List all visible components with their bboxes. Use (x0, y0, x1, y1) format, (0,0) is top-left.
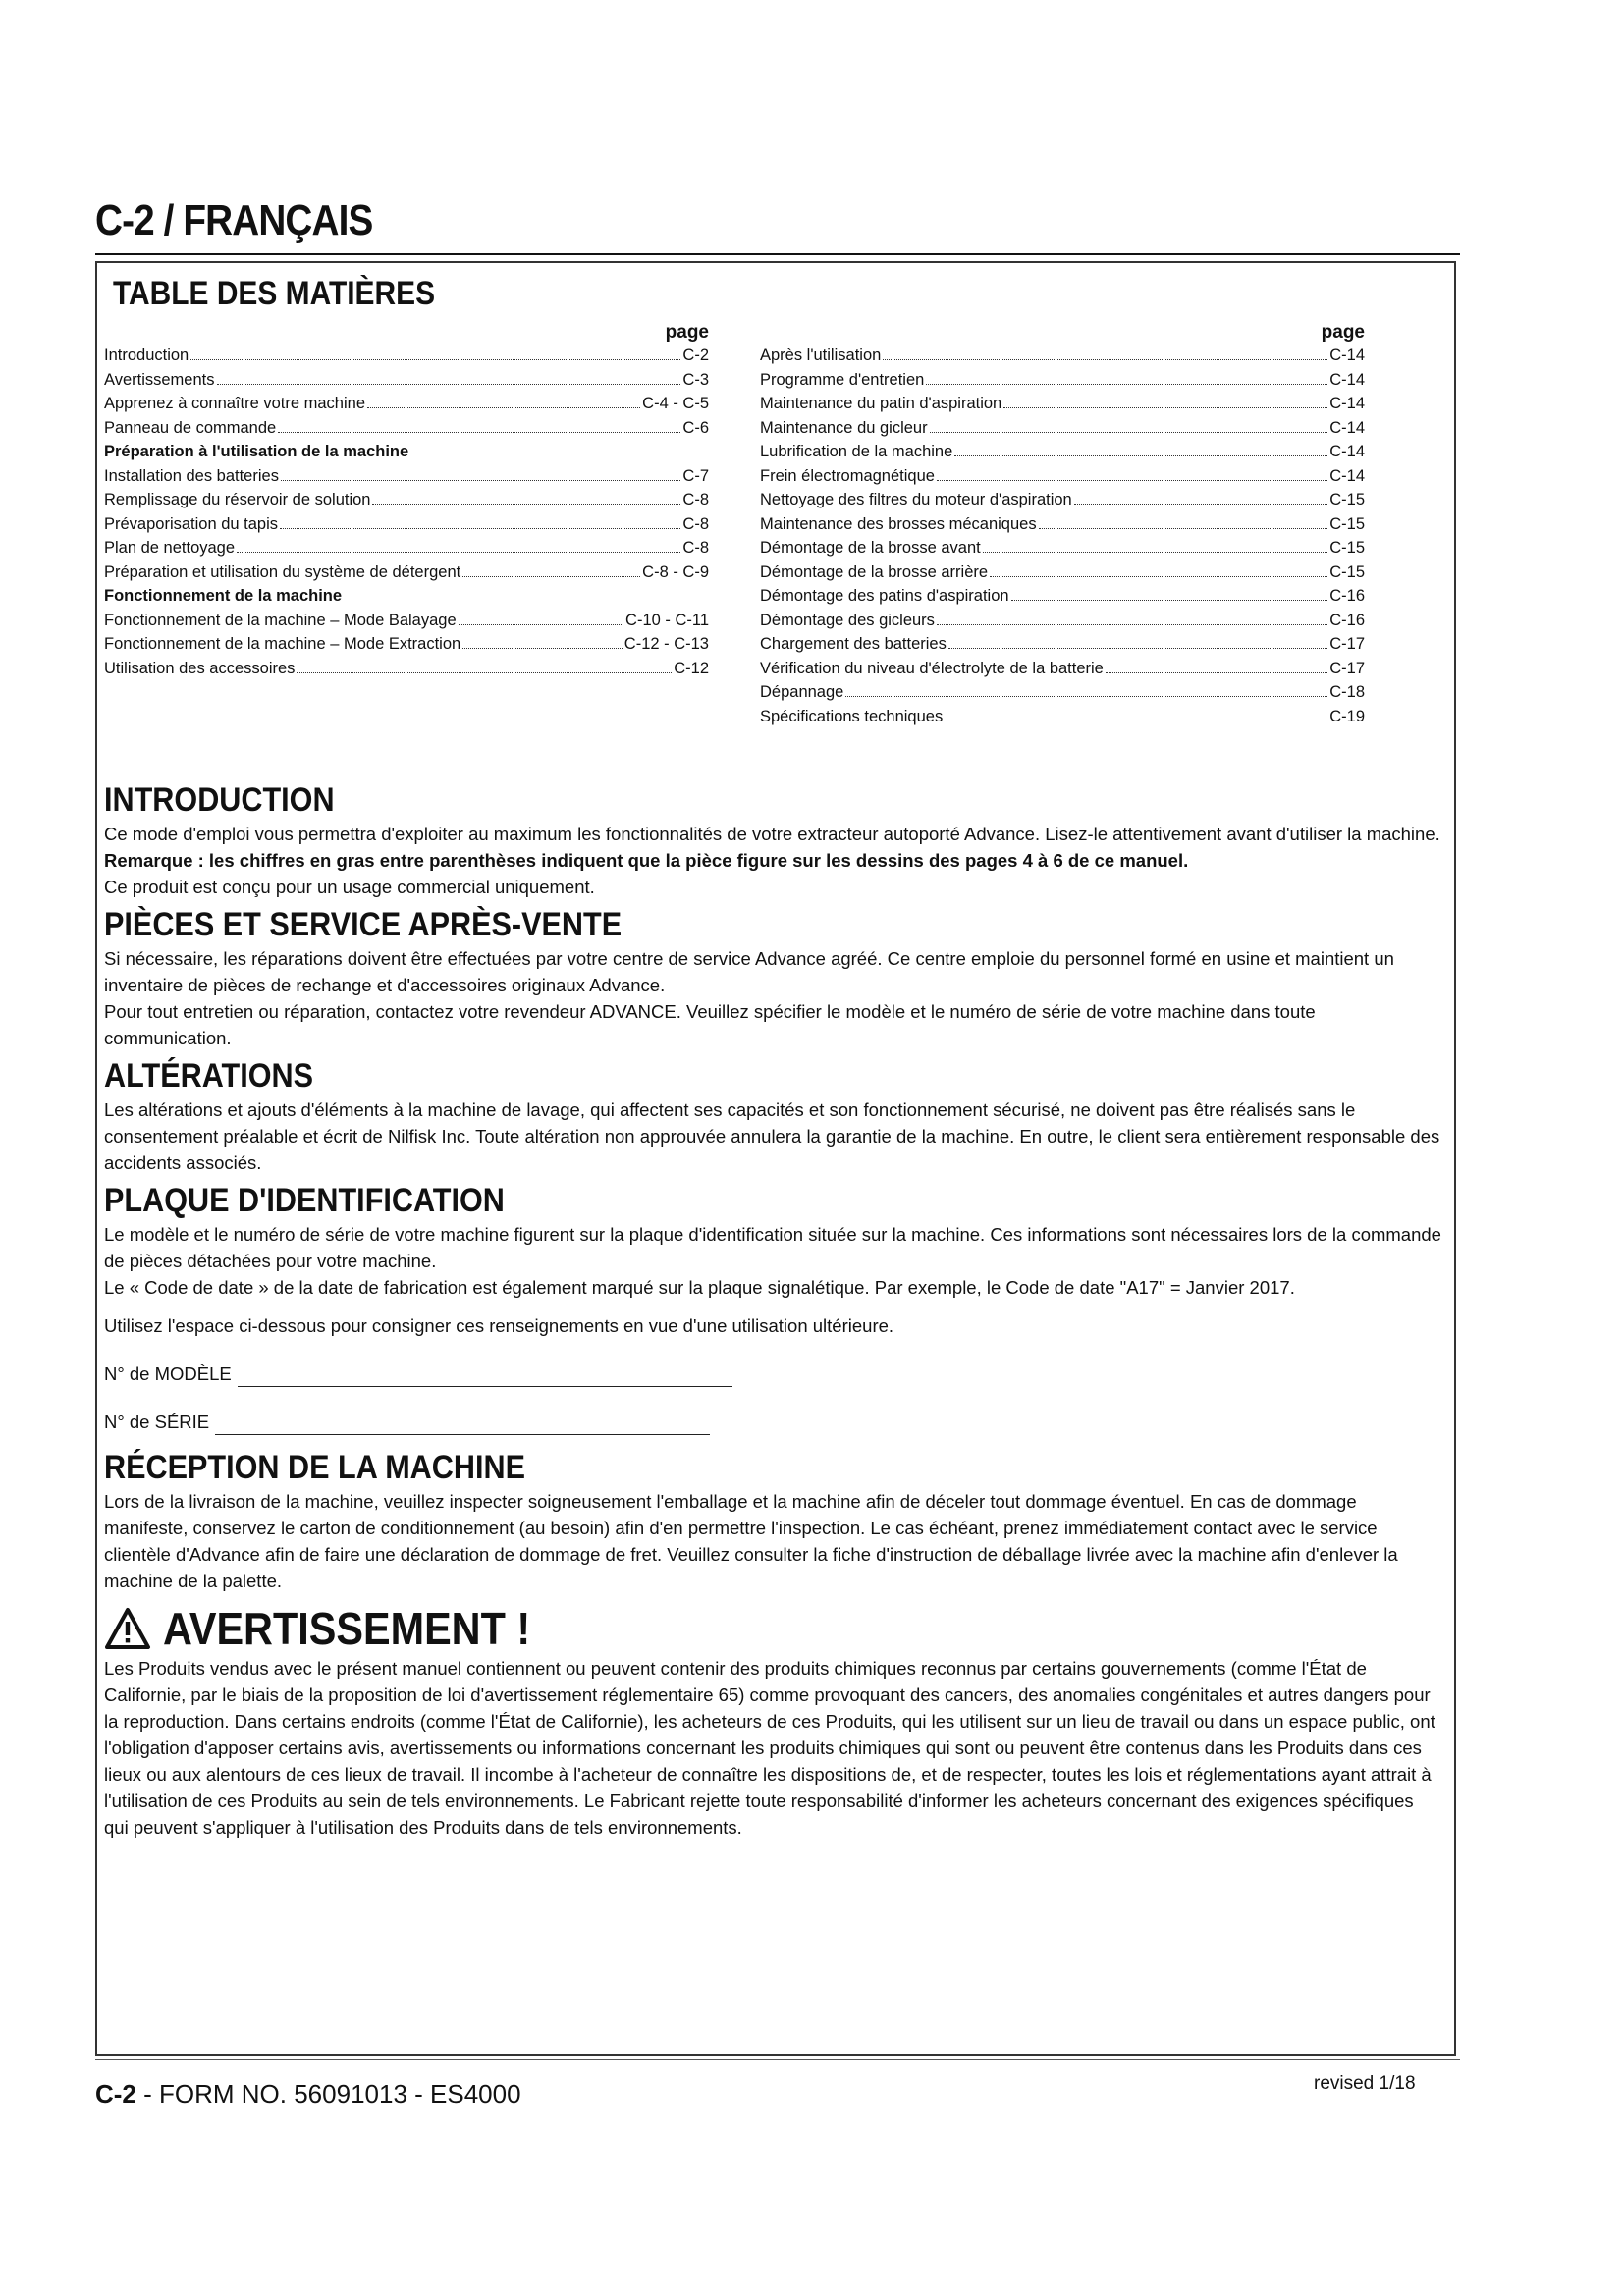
toc-entry-page: C-15 (1329, 539, 1365, 557)
toc-leader-dots (954, 454, 1327, 456)
toc-entry-label: Préparation et utilisation du système de détergent (104, 562, 461, 581)
toc-entry (760, 657, 1365, 681)
toc-entry-page: C-3 (682, 370, 709, 389)
model-number-blank (238, 1366, 732, 1387)
toc-leader-dots (1039, 527, 1328, 529)
toc-leader-dots (990, 575, 1327, 577)
toc-leader-dots (297, 671, 672, 673)
toc-leader-dots (1074, 503, 1327, 505)
toc-leader-dots (945, 720, 1327, 721)
model-number-label: N° de MODÈLE (104, 1363, 232, 1384)
toc-entry (760, 705, 1365, 729)
section-heading-pieces: PIÈCES ET SERVICE APRÈS-VENTE (104, 906, 623, 943)
toc-entry (104, 368, 709, 393)
toc-entry-label: Apprenez à connaître votre machine (104, 395, 365, 412)
toc-entry-label: Frein électromagnétique (760, 466, 935, 485)
toc-entry (104, 392, 709, 416)
page-header-title: C-2 / FRANÇAIS (95, 196, 373, 244)
toc-entry (760, 680, 1365, 705)
toc-entry-page: C-2 (682, 347, 709, 364)
toc-entry (760, 440, 1365, 464)
toc-entry-page: C-14 (1329, 395, 1365, 412)
toc-entry-label: Utilisation des accessoires (104, 659, 296, 677)
toc-entry-page: C-8 (682, 539, 709, 557)
warning-heading (104, 1604, 1441, 1653)
toc-entry-label: Dépannage (760, 683, 844, 701)
toc-entry-label: Démontage de la brosse avant (760, 539, 981, 557)
warning-paragraph: Les Produits vendus avec le présent manuel contiennent ou peuvent contenir des produits chimiques reconnus par certains gouvernements (comme l'État de Californie, par le biais de la proposition de loi d'avertissement réglementaire 65) comme provoquant des cancers, des anomalies congénitales et autres dangers pour la reproduction. Dans certains endroits (comme l'État de Californie), les acheteurs de ces Produits, qui les utilisent sur un lieu de travail ou dans un espace public, ont l'obligation d'apposer certains avis, avertissements ou informations concernant les produits chimiques qui sont ou peuvent être contenus dans les Produits dans ces lieux ou aux alentours de ces lieux de travail. Il incombe à l'acheteur de connaître les dispositions de, et de respecter, toutes les lois et réglementations ayant attrait à l'utilisation de ces Produits au sein de tels environnements. Le Fabricant rejette toute responsabilité d'informer les acheteurs concernant des exigences spécifiques qui peuvent s'appliquer à l'utilisation des Produits dans de tels environnements. (104, 1658, 1435, 1838)
toc-entry-page: C-19 (1329, 707, 1365, 725)
toc-entry (760, 344, 1365, 368)
section-heading-introduction: INTRODUCTION (104, 781, 335, 819)
toc-leader-dots (462, 575, 640, 577)
toc-entry-page: C-15 (1329, 491, 1365, 508)
toc-entry (104, 416, 709, 441)
toc-entry-page: C-6 (682, 418, 709, 437)
toc-entry-page: C-8 - C-9 (642, 562, 709, 581)
toc-entry-label: Maintenance des brosses mécaniques (760, 514, 1037, 533)
section-heading-alterations: ALTÉRATIONS (104, 1057, 314, 1095)
toc-entry-page: C-10 - C-11 (625, 611, 709, 629)
toc-entry (104, 657, 709, 681)
toc-entry-label: Démontage de la brosse arrière (760, 562, 989, 581)
toc-leader-dots (930, 431, 1328, 433)
toc-entry (760, 512, 1365, 537)
toc-entry-page: C-7 (682, 466, 709, 485)
toc-entry (760, 464, 1365, 489)
plaque-paragraph-1: Le modèle et le numéro de série de votre machine figurent sur la plaque d'identification située sur la machine. Ces informations sont nécessaires lors de la commande de pièces détachées pour votre machine. (104, 1224, 1441, 1271)
toc-entry-page: C-17 (1329, 635, 1365, 653)
toc-entry (104, 561, 709, 585)
toc-entry-label: Maintenance du patin d'aspiration (760, 395, 1002, 412)
toc-title: TABLE DES MATIÈRES (113, 275, 436, 312)
toc-page-label: page (665, 322, 709, 343)
toc-leader-dots (1011, 599, 1328, 601)
intro-note: Remarque : les chiffres en gras entre parenthèses indiquent que la pièce figure sur les dessins des pages 4 à 6 de ce manuel. (104, 850, 1189, 871)
toc-entry-label: Programme d'entretien (760, 370, 925, 389)
toc-entry-label: Après l'utilisation (760, 347, 882, 364)
toc-column-right (760, 322, 1365, 728)
toc-entry-page: C-16 (1329, 611, 1365, 629)
toc-entry-page: C-15 (1329, 562, 1365, 581)
toc-entry (760, 536, 1365, 561)
toc-entry (760, 609, 1365, 633)
toc-entry-label: Maintenance du gicleur (760, 418, 928, 437)
toc-leader-dots (367, 406, 640, 408)
toc-entry (104, 464, 709, 489)
toc-entry-label: Démontage des gicleurs (760, 611, 935, 629)
toc-leader-dots (459, 623, 623, 625)
pieces-paragraph-1: Si nécessaire, les réparations doivent être effectuées par votre centre de service Advance agréé. Ce centre emploie du personnel formé en usine et maintient un inventaire de pièces de rechange et d'accessoires originaux Advance. (104, 948, 1394, 995)
toc-entry-page: C-17 (1329, 659, 1365, 677)
toc-leader-dots (462, 647, 623, 649)
toc-entry (104, 344, 709, 368)
toc-entry-label: Panneau de commande (104, 418, 277, 437)
toc-entry-page: C-16 (1329, 587, 1365, 605)
toc-entry-page: C-14 (1329, 443, 1365, 460)
pieces-paragraph-2: Pour tout entretien ou réparation, contactez votre revendeur ADVANCE. Veuillez spécifier le modèle et le numéro de série de votre machine dans toute communication. (104, 1001, 1316, 1048)
toc-entry (104, 609, 709, 633)
serial-number-blank (215, 1415, 710, 1435)
toc-entry (760, 488, 1365, 512)
toc-leader-dots (281, 479, 680, 481)
toc-leader-dots (278, 431, 680, 433)
toc-entry-label: Fonctionnement de la machine – Mode Extraction (104, 635, 461, 653)
toc-leader-dots (217, 383, 681, 385)
intro-usage: Ce produit est conçu pour un usage commercial uniquement. (104, 877, 595, 897)
toc-entry-label: Lubrification de la machine (760, 443, 953, 460)
toc-entry (104, 632, 709, 657)
warning-heading-text: AVERTISSEMENT ! (163, 1603, 531, 1654)
footer-revision: revised 1/18 (1314, 2073, 1416, 2094)
footer-form-text: - FORM NO. 56091013 - ES4000 (135, 2079, 521, 2109)
intro-paragraph: Ce mode d'emploi vous permettra d'exploiter au maximum les fonctionnalités de votre extracteur autoporté Advance. Lisez-le attentivement avant d'utiliser la machine. (104, 824, 1440, 844)
toc-entry-page: C-8 (682, 491, 709, 508)
footer-divider (95, 2059, 1460, 2060)
toc-leader-dots (983, 551, 1328, 553)
toc-entry-page: C-18 (1329, 683, 1365, 701)
toc-entry (104, 512, 709, 537)
toc-leader-dots (883, 358, 1327, 360)
toc-entry-label: Vérification du niveau d'électrolyte de la batterie (760, 659, 1104, 677)
toc-subheading: Préparation à l'utilisation de la machine (104, 443, 409, 460)
toc-entry (760, 632, 1365, 657)
serial-number-field (104, 1409, 1441, 1435)
toc-entry-page: C-12 (674, 659, 709, 677)
toc-entry-page: C-14 (1329, 370, 1365, 389)
toc-leader-dots (948, 647, 1327, 649)
toc-entry-page: C-12 - C-13 (623, 635, 709, 653)
toc-entry (104, 536, 709, 561)
main-content (104, 775, 1441, 1841)
toc-entry-label: Fonctionnement de la machine – Mode Balayage (104, 611, 457, 629)
reception-paragraph: Lors de la livraison de la machine, veuillez inspecter soigneusement l'emballage et la machine afin de déceler tout dommage éventuel. En cas de dommage manifeste, conservez le carton de conditionnement (au besoin) afin d'en permettre l'inspection. Le cas échéant, prenez immédiatement contact avec le service clientèle d'Advance afin de faire une déclaration de dommage de fret. Veuillez consulter la fiche d'instruction de déballage livrée avec la machine afin d'enlever la machine de la palette. (104, 1491, 1398, 1591)
toc-entry-page: C-8 (682, 514, 709, 533)
toc-leader-dots (237, 551, 680, 553)
serial-number-label: N° de SÉRIE (104, 1412, 210, 1432)
toc-leader-dots (926, 383, 1327, 385)
footer-page-number: C-2 (95, 2079, 136, 2109)
toc-entry (760, 584, 1365, 609)
toc-entry (760, 561, 1365, 585)
toc-entry-label: Chargement des batteries (760, 635, 947, 653)
toc-leader-dots (937, 479, 1327, 481)
toc-entry-page: C-4 - C-5 (642, 395, 709, 412)
model-number-field (104, 1361, 1441, 1387)
toc-leader-dots (1003, 406, 1327, 408)
toc-entry-page: C-15 (1329, 514, 1365, 533)
toc-entry-label: Remplissage du réservoir de solution (104, 491, 371, 508)
toc-leader-dots (937, 623, 1327, 625)
toc-entry-page: C-14 (1329, 466, 1365, 485)
toc-entry-label: Plan de nettoyage (104, 539, 236, 557)
toc-leader-dots (190, 358, 680, 360)
toc-entry-label: Nettoyage des filtres du moteur d'aspiration (760, 491, 1072, 508)
footer-form-number (95, 2079, 521, 2109)
warning-triangle-icon (104, 1607, 151, 1650)
header-divider (95, 253, 1460, 255)
toc-entry-label: Avertissements (104, 370, 215, 389)
toc-entry (760, 392, 1365, 416)
plaque-paragraph-3: Utilisez l'espace ci-dessous pour consigner ces renseignements en vue d'une utilisation ultérieure. (104, 1315, 894, 1336)
toc-page-label: page (1321, 322, 1365, 343)
toc-entry-label: Prévaporisation du tapis (104, 514, 279, 533)
section-heading-plaque: PLAQUE D'IDENTIFICATION (104, 1182, 505, 1219)
toc-subheading: Fonctionnement de la machine (104, 587, 343, 605)
toc-entry-page: C-14 (1329, 347, 1365, 364)
toc-leader-dots (280, 527, 680, 529)
alterations-paragraph: Les altérations et ajouts d'éléments à la machine de lavage, qui affectent ses capacités et son fonctionnement sécurisé, ne doivent pas être réalisés sans le consentement préalable et écrit de Nilfisk Inc. Toute altération non approuvée annulera la garantie de la machine. En outre, le client sera entièrement responsable des accidents associés. (104, 1099, 1440, 1173)
toc-entry-label: Spécifications techniques (760, 707, 944, 725)
toc-entry (104, 488, 709, 512)
toc-column-left (104, 322, 709, 680)
toc-leader-dots (1106, 671, 1327, 673)
toc-leader-dots (845, 695, 1327, 697)
toc-entry-page: C-14 (1329, 418, 1365, 437)
toc-entry (760, 416, 1365, 441)
section-heading-reception: RÉCEPTION DE LA MACHINE (104, 1449, 525, 1486)
toc-entry-label: Introduction (104, 347, 189, 364)
toc-entry-label: Installation des batteries (104, 466, 279, 485)
toc-leader-dots (372, 503, 680, 505)
toc-entry (760, 368, 1365, 393)
toc-entry-label: Démontage des patins d'aspiration (760, 587, 1009, 605)
plaque-paragraph-2: Le « Code de date » de la date de fabrication est également marqué sur la plaque signalétique. Par exemple, le Code de date "A17" = Janvier 2017. (104, 1277, 1295, 1298)
